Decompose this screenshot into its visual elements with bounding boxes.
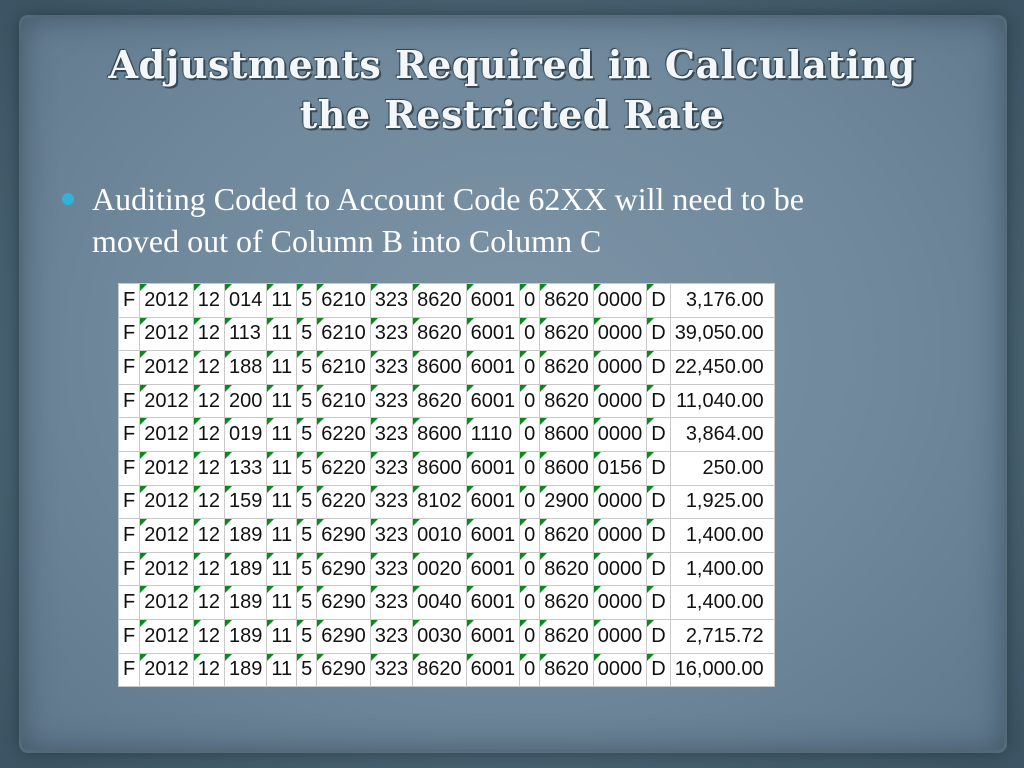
table-cell[interactable]: 133: [224, 451, 266, 485]
table-cell[interactable]: 8620: [413, 317, 467, 351]
table-cell[interactable]: 323: [370, 586, 412, 620]
table-cell[interactable]: F: [119, 418, 140, 452]
bullet-line-1: Auditing Coded to Account Code 62XX will need to be: [92, 181, 804, 217]
table-cell[interactable]: 6001: [466, 519, 520, 553]
table-cell[interactable]: 12: [193, 418, 224, 452]
table-cell[interactable]: 11: [267, 485, 297, 519]
table-cell[interactable]: 2900: [540, 485, 594, 519]
table-cell[interactable]: 6001: [466, 586, 520, 620]
table-cell[interactable]: 5: [297, 418, 317, 452]
table-cell[interactable]: 39,050.00: [670, 317, 774, 351]
table-cell[interactable]: 0: [520, 284, 540, 318]
table-cell[interactable]: D: [647, 351, 670, 385]
table-cell[interactable]: F: [119, 317, 140, 351]
table-cell[interactable]: 189: [224, 586, 266, 620]
table-cell[interactable]: 0000: [593, 586, 647, 620]
table-cell[interactable]: 5: [297, 384, 317, 418]
title-line-1: Adjustments Required in Calculating: [108, 42, 916, 87]
table-cell[interactable]: 323: [370, 451, 412, 485]
table-cell[interactable]: 0040: [413, 586, 467, 620]
table-cell[interactable]: 323: [370, 351, 412, 385]
table-row: [119, 653, 775, 687]
table-cell[interactable]: 11: [267, 653, 297, 687]
table-cell[interactable]: 2012: [140, 451, 194, 485]
table-cell[interactable]: 11: [267, 284, 297, 318]
table-cell[interactable]: 8620: [413, 384, 467, 418]
table-cell[interactable]: 2,715.72: [670, 619, 774, 653]
table-cell[interactable]: 0000: [593, 418, 647, 452]
table-cell[interactable]: 8620: [540, 619, 594, 653]
table-cell[interactable]: 1,400.00: [670, 552, 774, 586]
table-cell[interactable]: 200: [224, 384, 266, 418]
table-cell[interactable]: 5: [297, 653, 317, 687]
table-cell[interactable]: F: [119, 653, 140, 687]
table-cell[interactable]: 0: [520, 552, 540, 586]
table-cell[interactable]: 8600: [540, 451, 594, 485]
table-cell[interactable]: D: [647, 519, 670, 553]
table-cell[interactable]: 5: [297, 485, 317, 519]
table-cell[interactable]: 22,450.00: [670, 351, 774, 385]
table-cell[interactable]: 0: [520, 384, 540, 418]
bullet-item: [62, 178, 982, 262]
table-cell[interactable]: 11: [267, 351, 297, 385]
table-cell[interactable]: 323: [370, 317, 412, 351]
table-cell[interactable]: D: [647, 485, 670, 519]
table-cell[interactable]: 1,400.00: [670, 586, 774, 620]
table-cell[interactable]: F: [119, 485, 140, 519]
table-cell[interactable]: 8620: [540, 351, 594, 385]
table-row: [119, 485, 775, 519]
table-cell[interactable]: 019: [224, 418, 266, 452]
table-cell[interactable]: 0000: [593, 384, 647, 418]
table-cell[interactable]: 8620: [540, 519, 594, 553]
table-cell[interactable]: 189: [224, 653, 266, 687]
table-cell[interactable]: 8600: [540, 418, 594, 452]
table-cell[interactable]: 0010: [413, 519, 467, 553]
table-cell[interactable]: 0020: [413, 552, 467, 586]
table-cell[interactable]: 8600: [413, 451, 467, 485]
table-row: [119, 552, 775, 586]
table-cell[interactable]: 8620: [413, 284, 467, 318]
table-cell[interactable]: 12: [193, 619, 224, 653]
table-cell[interactable]: 0000: [593, 351, 647, 385]
table-cell[interactable]: 0000: [593, 619, 647, 653]
table-cell[interactable]: 6001: [466, 284, 520, 318]
table-cell[interactable]: 0: [520, 586, 540, 620]
table-row: [119, 418, 775, 452]
table-cell[interactable]: 0: [520, 317, 540, 351]
table-cell[interactable]: 12: [193, 451, 224, 485]
table-cell[interactable]: 8620: [540, 653, 594, 687]
table-cell[interactable]: 12: [193, 653, 224, 687]
table-cell[interactable]: 189: [224, 552, 266, 586]
table-cell[interactable]: F: [119, 552, 140, 586]
table-cell[interactable]: 6001: [466, 351, 520, 385]
table-cell[interactable]: 5: [297, 586, 317, 620]
table-cell[interactable]: 11: [267, 552, 297, 586]
table-row: [119, 351, 775, 385]
table-cell[interactable]: 8620: [540, 284, 594, 318]
table-cell[interactable]: D: [647, 384, 670, 418]
table-cell[interactable]: 0: [520, 619, 540, 653]
table-cell[interactable]: 11: [267, 519, 297, 553]
table-cell[interactable]: 0000: [593, 317, 647, 351]
table-row: [119, 451, 775, 485]
table-cell[interactable]: 6001: [466, 619, 520, 653]
table-cell[interactable]: 8620: [413, 653, 467, 687]
table-cell[interactable]: 8102: [413, 485, 467, 519]
table-cell[interactable]: 6001: [466, 653, 520, 687]
table-cell[interactable]: 2012: [140, 485, 194, 519]
table-cell[interactable]: 12: [193, 519, 224, 553]
table-cell[interactable]: 323: [370, 619, 412, 653]
table-cell[interactable]: 6001: [466, 384, 520, 418]
table-cell[interactable]: 323: [370, 384, 412, 418]
table-cell[interactable]: D: [647, 284, 670, 318]
slide-title: [0, 40, 1024, 140]
table-cell[interactable]: 6001: [466, 451, 520, 485]
table-cell[interactable]: 6210: [317, 384, 371, 418]
table-cell[interactable]: 12: [193, 384, 224, 418]
table-cell[interactable]: 189: [224, 619, 266, 653]
table-row: [119, 284, 775, 318]
table-cell[interactable]: D: [647, 653, 670, 687]
table-cell[interactable]: 2012: [140, 418, 194, 452]
table-cell[interactable]: D: [647, 552, 670, 586]
account-code-table: [118, 283, 775, 687]
table-cell[interactable]: 6001: [466, 485, 520, 519]
table-cell[interactable]: 8600: [413, 418, 467, 452]
table-cell[interactable]: 0156: [593, 451, 647, 485]
table-cell[interactable]: 11: [267, 451, 297, 485]
table-cell[interactable]: D: [647, 317, 670, 351]
table-cell[interactable]: D: [647, 451, 670, 485]
table-cell[interactable]: 1,400.00: [670, 519, 774, 553]
title-line-2: the Restricted Rate: [299, 92, 725, 137]
table-cell[interactable]: 12: [193, 284, 224, 318]
table-cell[interactable]: 0: [520, 418, 540, 452]
table-cell[interactable]: 11: [267, 619, 297, 653]
table-cell[interactable]: 11: [267, 586, 297, 620]
table-row: [119, 519, 775, 553]
table-cell[interactable]: 5: [297, 284, 317, 318]
table-cell[interactable]: 323: [370, 284, 412, 318]
table-cell[interactable]: 6290: [317, 586, 371, 620]
table-cell[interactable]: 159: [224, 485, 266, 519]
table-cell[interactable]: 5: [297, 519, 317, 553]
table-cell[interactable]: 5: [297, 317, 317, 351]
table-cell[interactable]: 8620: [540, 384, 594, 418]
table-cell[interactable]: F: [119, 619, 140, 653]
table-cell[interactable]: 11: [267, 418, 297, 452]
table-cell[interactable]: 2012: [140, 351, 194, 385]
table-cell[interactable]: 12: [193, 552, 224, 586]
table-cell[interactable]: D: [647, 619, 670, 653]
table-cell[interactable]: 0: [520, 451, 540, 485]
table-cell[interactable]: 0: [520, 653, 540, 687]
table-cell[interactable]: 2012: [140, 384, 194, 418]
table-cell[interactable]: 6210: [317, 351, 371, 385]
table-cell[interactable]: 6290: [317, 619, 371, 653]
bullet-dot-icon: [62, 193, 74, 205]
table-cell[interactable]: 6290: [317, 552, 371, 586]
table-cell[interactable]: 2012: [140, 317, 194, 351]
table-cell[interactable]: 6290: [317, 519, 371, 553]
table-cell[interactable]: 5: [297, 451, 317, 485]
table-cell[interactable]: F: [119, 284, 140, 318]
table-cell[interactable]: F: [119, 586, 140, 620]
table-cell[interactable]: 2012: [140, 284, 194, 318]
table-cell[interactable]: 6220: [317, 485, 371, 519]
table-cell[interactable]: 6001: [466, 317, 520, 351]
table-cell[interactable]: 8600: [413, 351, 467, 385]
table-cell[interactable]: 2012: [140, 586, 194, 620]
table-cell[interactable]: 014: [224, 284, 266, 318]
table-cell[interactable]: 11: [267, 317, 297, 351]
table-cell[interactable]: 6290: [317, 653, 371, 687]
table-cell[interactable]: 0000: [593, 653, 647, 687]
table-cell[interactable]: 5: [297, 619, 317, 653]
table-cell[interactable]: 0000: [593, 552, 647, 586]
table-cell[interactable]: F: [119, 351, 140, 385]
table-cell[interactable]: F: [119, 451, 140, 485]
table-cell[interactable]: 5: [297, 552, 317, 586]
table-cell[interactable]: 2012: [140, 653, 194, 687]
table-cell[interactable]: 250.00: [670, 451, 774, 485]
table-cell[interactable]: 3,176.00: [670, 284, 774, 318]
table-cell[interactable]: 11: [267, 384, 297, 418]
table-cell[interactable]: 0000: [593, 284, 647, 318]
table-cell[interactable]: F: [119, 384, 140, 418]
table-cell[interactable]: 5: [297, 351, 317, 385]
table-cell[interactable]: D: [647, 418, 670, 452]
table-cell[interactable]: 8620: [540, 586, 594, 620]
table-cell[interactable]: 6220: [317, 451, 371, 485]
table-cell[interactable]: 11,040.00: [670, 384, 774, 418]
bullet-text: [92, 178, 804, 262]
table-cell[interactable]: 323: [370, 653, 412, 687]
table-cell[interactable]: 1,925.00: [670, 485, 774, 519]
table-row: [119, 619, 775, 653]
table-row: [119, 317, 775, 351]
table-cell[interactable]: 0: [520, 351, 540, 385]
table-cell[interactable]: 113: [224, 317, 266, 351]
table-cell[interactable]: 0000: [593, 485, 647, 519]
table-cell[interactable]: 323: [370, 552, 412, 586]
table-cell[interactable]: 12: [193, 586, 224, 620]
table-cell[interactable]: 6001: [466, 552, 520, 586]
table-cell[interactable]: 12: [193, 351, 224, 385]
table-cell[interactable]: 3,864.00: [670, 418, 774, 452]
table-cell[interactable]: 189: [224, 519, 266, 553]
table-cell[interactable]: 1110: [466, 418, 520, 452]
table-cell[interactable]: F: [119, 519, 140, 553]
table-cell[interactable]: 6210: [317, 284, 371, 318]
table-cell[interactable]: 323: [370, 418, 412, 452]
table-cell[interactable]: 0: [520, 519, 540, 553]
table-cell[interactable]: 0030: [413, 619, 467, 653]
table-cell[interactable]: 2012: [140, 519, 194, 553]
table-row: [119, 384, 775, 418]
table-cell[interactable]: 0: [520, 485, 540, 519]
table-cell[interactable]: 323: [370, 519, 412, 553]
table-cell[interactable]: 2012: [140, 552, 194, 586]
table-cell[interactable]: 12: [193, 317, 224, 351]
table-cell[interactable]: D: [647, 586, 670, 620]
bullet-line-2: moved out of Column B into Column C: [92, 223, 602, 259]
table-cell[interactable]: 12: [193, 485, 224, 519]
table-cell[interactable]: 188: [224, 351, 266, 385]
table-cell[interactable]: 8620: [540, 552, 594, 586]
table-cell[interactable]: 0000: [593, 519, 647, 553]
table-cell[interactable]: 323: [370, 485, 412, 519]
table-cell[interactable]: 16,000.00: [670, 653, 774, 687]
table-row: [119, 586, 775, 620]
table-cell[interactable]: 6210: [317, 317, 371, 351]
table-cell[interactable]: 6220: [317, 418, 371, 452]
table-cell[interactable]: 2012: [140, 619, 194, 653]
table-cell[interactable]: 8620: [540, 317, 594, 351]
